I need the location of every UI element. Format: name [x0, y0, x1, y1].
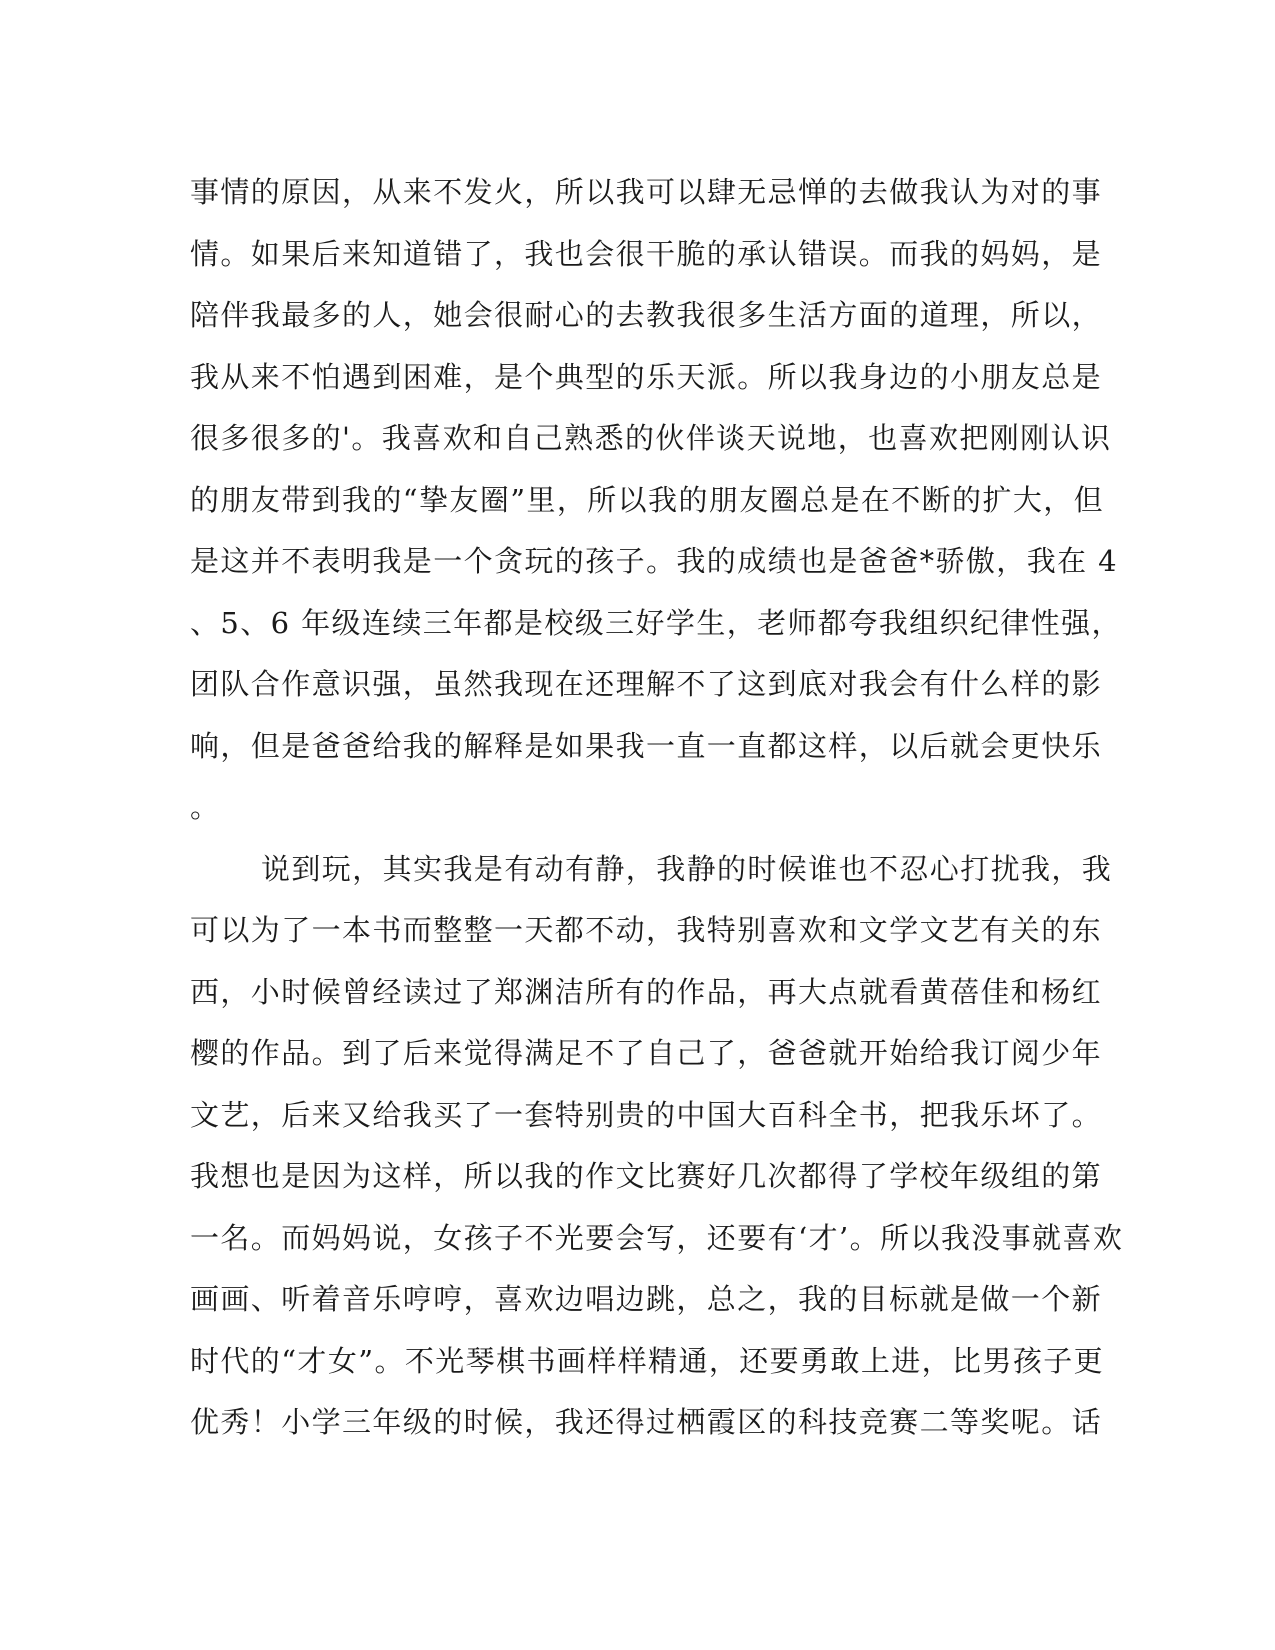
text-line: 我想也是因为这样，所以我的作文比赛好几次都得了学校年级组的第 — [190, 1159, 1103, 1193]
text-line: 我从来不怕遇到困难，是个典型的乐天派。所以我身边的小朋友总是 — [190, 359, 1103, 394]
text-line: 。 — [190, 790, 221, 824]
text-line: 团队合作意识强，虽然我现在还理解不了这到底对我会有什么样的影 — [190, 667, 1103, 701]
text-line: 西，小时候曾经读过了郑渊洁所有的作品，再大点就看黄蓓佳和杨红 — [190, 974, 1103, 1009]
paragraph-start-line: 说到玩，其实我是有动有静，我静的时候谁也不忍心打扰我，我 — [261, 851, 1113, 886]
text-line: 的朋友带到我的“挚友圈”里，所以我的朋友圈总是在不断的扩大，但 — [190, 482, 1105, 517]
text-line: 文艺，后来又给我买了一套特别贵的中国大百科全书，把我乐坏了。 — [190, 1097, 1103, 1132]
text-line: 很多很多的'。我喜欢和自己熟悉的伙伴谈天说地，也喜欢把刚刚认识 — [190, 421, 1112, 455]
body-text — [190, 162, 1124, 1454]
text-line: 、5、6 年级连续三年都是校级三好学生，老师都夸我组织纪律性强， — [190, 605, 1122, 640]
text-line: 樱的作品。到了后来觉得满足不了自己了，爸爸就开始给我订阅少年 — [190, 1036, 1103, 1070]
text-line: 画画、听着音乐哼哼，喜欢边唱边跳，总之，我的目标就是做一个新 — [190, 1282, 1103, 1316]
text-line: 是这并不表明我是一个贪玩的孩子。我的成绩也是爸爸*骄傲，我在 4 — [190, 544, 1118, 578]
text-line: 响，但是爸爸给我的解释是如果我一直一直都这样，以后就会更快乐 — [190, 728, 1103, 763]
text-line: 可以为了一本书而整整一天都不动，我特别喜欢和文学文艺有关的东 — [190, 913, 1103, 947]
text-line: 情。如果后来知道错了，我也会很干脆的承认错误。而我的妈妈，是 — [190, 236, 1103, 271]
text-line: 时代的“才女”。不光琴棋书画样样精通，还要勇敢上进，比男孩子更 — [190, 1343, 1105, 1378]
text-line: 一名。而妈妈说，女孩子不光要会写，还要有‘才’。所以我没事就喜欢 — [190, 1220, 1124, 1255]
text-line: 优秀！小学三年级的时候，我还得过栖霞区的科技竞赛二等奖呢。话 — [190, 1405, 1103, 1439]
text-line: 事情的原因，从来不发火，所以我可以肆无忌惮的去做我认为对的事 — [190, 175, 1103, 209]
text-line: 陪伴我最多的人，她会很耐心的去教我很多生活方面的道理，所以， — [190, 298, 1103, 332]
